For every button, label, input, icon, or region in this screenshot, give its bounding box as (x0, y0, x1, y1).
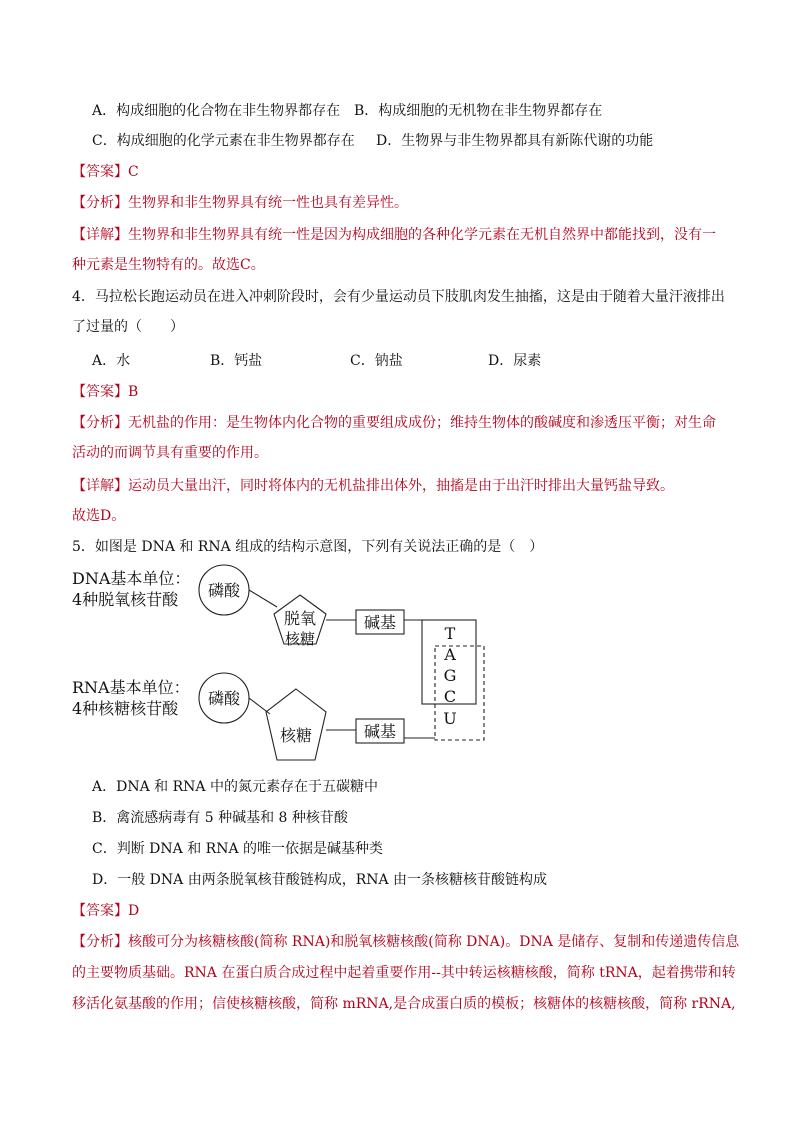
rna-unit-label-line-2: 4种核糖核苷酸 (72, 699, 179, 718)
ribose-label: 核糖 (279, 726, 313, 745)
phosphate-label-top: 磷酸 (207, 581, 241, 600)
base-letter-t: T (444, 624, 456, 643)
q5-analysis-cont-1: 的主要物质基础。RNA 在蛋白质合成过程中起着重要作用--其中转运核糖核酸，简称 tRNA，起着携带和转 (72, 965, 736, 981)
answer-tag: 【答案】 (72, 903, 128, 919)
q3-answer (72, 162, 139, 182)
base-letter-a: A (444, 645, 456, 664)
q4-option-d[interactable]: D．尿素 (488, 353, 542, 369)
q5-stem: 5．如图是 DNA 和 RNA 组成的结构示意图，下列有关说法正确的是（ ） (72, 539, 544, 555)
dna-unit-label-line-1: DNA基本单位： (72, 569, 191, 588)
q3-detail-cont: 种元素是生物特有的。故选C。 (72, 257, 265, 273)
q4-option-b[interactable]: B．钙盐 (210, 353, 263, 369)
detail-tag: 【详解】 (72, 227, 128, 243)
q5-option-b[interactable]: B．禽流感病毒有 5 种碱基和 8 种核苷酸 (92, 810, 348, 826)
q5-analysis-cont-2: 移活化氨基酸的作用；信使核糖核酸，简称 mRNA,是合成蛋白质的模板；核糖体的核糖核酸，简称 rRNA, (72, 996, 736, 1012)
detail-tag: 【详解】 (72, 478, 128, 494)
base-label-bottom: 碱基 (363, 722, 397, 741)
base-label-top: 碱基 (363, 613, 397, 632)
detail-text: 运动员大量出汗，同时将体内的无机盐排出体外，抽搐是由于出汗时排出大量钙盐导致。 (128, 478, 674, 494)
answer-tag: 【答案】 (72, 164, 128, 180)
q3-detail (72, 225, 716, 245)
detail-text: 生物界和非生物界具有统一性是因为构成细胞的各种化学元素在无机自然界中都能找到，没有一 (128, 227, 716, 243)
q3-options-row-1 (92, 100, 602, 120)
base-letter-c: C (443, 687, 457, 706)
q4-stem-line-2: 了过量的（ ） (72, 319, 184, 335)
answer-value: B (128, 384, 139, 400)
q3-option-d[interactable]: D．生物界与非生物界都具有新陈代谢的功能 (376, 133, 654, 149)
q4-analysis-cont: 活动的而调节具有重要的作用。 (72, 445, 268, 461)
q5-option-a[interactable]: A．DNA 和 RNA 中的氮元素存在于五碳糖中 (92, 779, 378, 795)
q4-analysis (72, 413, 716, 433)
deoxyribose-label-1: 脱氧 (283, 609, 317, 628)
q4-options-row (92, 350, 541, 370)
analysis-text: 核酸可分为核糖核酸(简称 RNA)和脱氧核糖核酸(简称 DNA)。DNA 是储存、复制和传递遗传信息 (128, 934, 740, 950)
q4-answer (72, 382, 138, 402)
q4-detail (72, 476, 674, 496)
ribose-pentagon (266, 689, 326, 760)
q5-option-d[interactable]: D．一般 DNA 由两条脱氧核苷酸链构成，RNA 由一条核糖核苷酸链构成 (92, 872, 548, 888)
analysis-tag: 【分析】 (72, 934, 128, 950)
answer-value: D (128, 903, 140, 919)
q5-analysis (72, 932, 739, 952)
base-letter-u: U (443, 709, 457, 728)
phosphate-label-bottom: 磷酸 (207, 689, 241, 708)
rna-unit-label-line-1: RNA基本单位： (72, 678, 190, 697)
q3-option-c[interactable]: C．构成细胞的化学元素在非生物界都存在 (92, 133, 355, 149)
q3-analysis (72, 193, 408, 213)
q4-stem-line-1: 4．马拉松长跑运动员在进入冲刺阶段时，会有少量运动员下肢肌肉发生抽搐，这是由于随着大量汗液排出 (72, 289, 725, 305)
analysis-text: 无机盐的作用：是生物体内化合物的重要组成成份；维持生物体的酸碱度和渗透压平衡；对生命 (128, 415, 716, 431)
q4-option-c[interactable]: C．钠盐 (350, 353, 403, 369)
q3-option-a[interactable]: A．构成细胞的化合物在非生物界都存在 (92, 103, 341, 119)
q3-option-b[interactable]: B．构成细胞的无机物在非生物界都存在 (354, 103, 603, 119)
analysis-tag: 【分析】 (72, 195, 128, 211)
q4-option-a[interactable]: A．水 (92, 353, 131, 369)
analysis-text: 生物界和非生物界具有统一性也具有差异性。 (128, 195, 408, 211)
base-letter-g: G (443, 666, 457, 685)
deoxyribose-label-2: 核糖 (284, 630, 316, 648)
dna-unit-label-line-2: 4种脱氧核苷酸 (72, 590, 179, 609)
q4-detail-cont: 故选D。 (72, 508, 126, 524)
q5-answer (72, 901, 139, 921)
analysis-tag: 【分析】 (72, 415, 128, 431)
q5-option-c[interactable]: C．判断 DNA 和 RNA 的唯一依据是碱基种类 (92, 841, 383, 857)
bond-line (249, 590, 277, 607)
dna-rna-structure-diagram (72, 562, 492, 768)
q3-options-row-2 (92, 130, 653, 150)
answer-value: C (128, 164, 139, 180)
answer-tag: 【答案】 (72, 384, 128, 400)
